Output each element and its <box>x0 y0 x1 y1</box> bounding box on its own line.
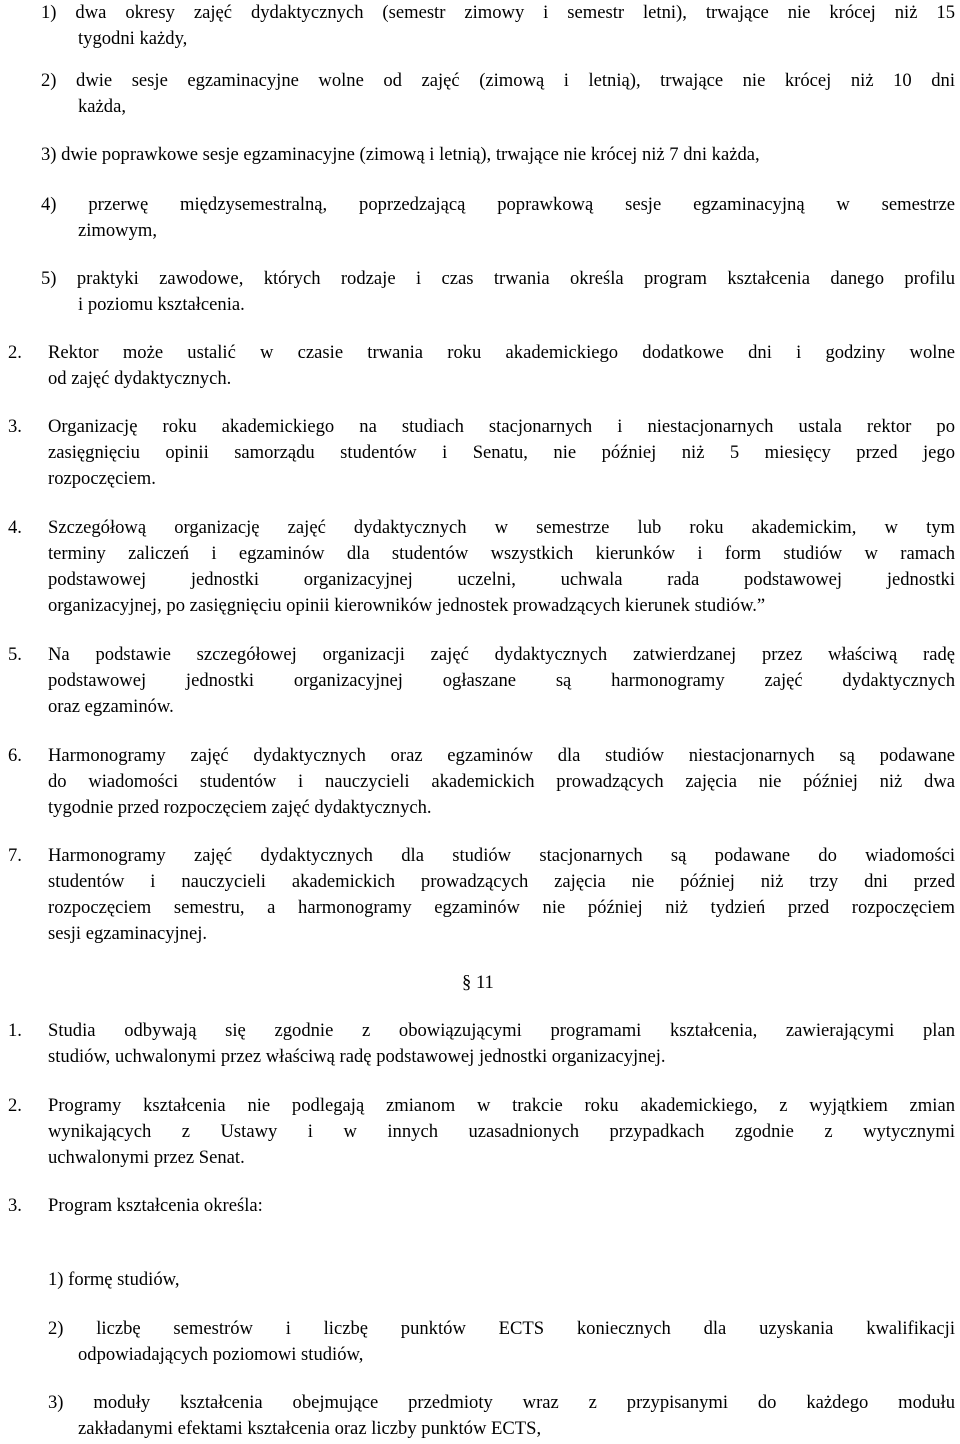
paragraph-line: do wiadomości studentów i nauczycieli akademickich prowadzących zajęcia nie później niż dwa <box>48 771 955 792</box>
paragraph-line: sesji egzaminacyjnej. <box>48 923 208 944</box>
paragraph-line: rozpoczęciem. <box>48 468 156 489</box>
paragraph-line: organizacyjnej, po zasięgnięciu opinii kierowników jednostek prowadzących kierunek studiów.” <box>48 595 766 616</box>
paragraph-number: 5. <box>8 644 22 665</box>
paragraph-line: Programy kształcenia nie podlegają zmianom w trakcie roku akademickiego, z wyjątkiem zmian <box>48 1095 955 1116</box>
paragraph-number: 6. <box>8 745 22 766</box>
list-item-line: odpowiadających poziomowi studiów, <box>78 1344 364 1365</box>
list-item-line: 2) liczbę semestrów i liczbę punktów ECTS koniecznych dla uzyskania kwalifikacji <box>48 1318 955 1339</box>
paragraph-line: Rektor może ustalić w czasie trwania roku akademickiego dodatkowe dni i godziny wolne <box>48 342 955 363</box>
paragraph-line: studentów i nauczycieli akademickich prowadzących zajęcia nie później niż trzy dni przed <box>48 871 955 892</box>
paragraph-line: Harmonogramy zajęć dydaktycznych oraz egzaminów dla studiów niestacjonarnych są podawane <box>48 745 955 766</box>
paragraph-line: wynikających z Ustawy i w innych uzasadnionych przypadkach zgodnie z wytycznymi <box>48 1121 955 1142</box>
paragraph-number: 2. <box>8 1095 22 1116</box>
section-heading: § 11 <box>462 972 494 993</box>
paragraph-line: zasięgnięciu opinii samorządu studentów i Senatu, nie później niż 5 miesięcy przed jego <box>48 442 955 463</box>
list-item-line: 3) dwie poprawkowe sesje egzaminacyjne (zimową i letnią), trwające nie krócej niż 7 dni każda, <box>41 144 760 165</box>
paragraph-line: Organizację roku akademickiego na studiach stacjonarnych i niestacjonarnych ustala rektor po <box>48 416 955 437</box>
list-item-line: każda, <box>78 96 127 117</box>
list-item-line: 3) moduły kształcenia obejmujące przedmioty wraz z przypisanymi do każdego modułu <box>48 1392 955 1413</box>
paragraph-line: terminy zaliczeń i egzaminów dla studentów wszystkich kierunków i form studiów w ramach <box>48 543 955 564</box>
paragraph-number: 1. <box>8 1020 22 1041</box>
paragraph-line: Szczegółową organizację zajęć dydaktycznych w semestrze lub roku akademickim, w tym <box>48 517 955 538</box>
paragraph-line: Studia odbywają się zgodnie z obowiązującymi programami kształcenia, zawierającymi plan <box>48 1020 955 1041</box>
paragraph-line: podstawowej jednostki organizacyjnej uczelni, uchwala rada podstawowej jednostki <box>48 569 955 590</box>
list-item-line: zakładanymi efektami kształcenia oraz liczby punktów ECTS, <box>78 1418 542 1439</box>
paragraph-number: 3. <box>8 1195 22 1216</box>
paragraph-line: Harmonogramy zajęć dydaktycznych dla studiów stacjonarnych są podawane do wiadomości <box>48 845 955 866</box>
paragraph-line: podstawowej jednostki organizacyjnej ogłaszane są harmonogramy zajęć dydaktycznych <box>48 670 955 691</box>
list-item-line: 1) dwa okresy zajęć dydaktycznych (semestr zimowy i semestr letni), trwające nie krócej niż 15 <box>41 2 955 23</box>
list-item-line: tygodni każdy, <box>78 28 188 49</box>
paragraph-number: 2. <box>8 342 22 363</box>
paragraph-line: uchwalonymi przez Senat. <box>48 1147 245 1168</box>
paragraph-line: oraz egzaminów. <box>48 696 174 717</box>
paragraph-line: Na podstawie szczegółowej organizacji zajęć dydaktycznych zatwierdzanej przez właściwą radę <box>48 644 955 665</box>
list-item-line: 4) przerwę międzysemestralną, poprzedzającą poprawkową sesje egzaminacyjną w semestrze <box>41 194 955 215</box>
paragraph-line: tygodnie przed rozpoczęciem zajęć dydaktycznych. <box>48 797 432 818</box>
paragraph-number: 3. <box>8 416 22 437</box>
paragraph-number: 4. <box>8 517 22 538</box>
paragraph-number: 7. <box>8 845 22 866</box>
list-item-line: 5) praktyki zawodowe, których rodzaje i czas trwania określa program kształcenia danego profilu <box>41 268 955 289</box>
list-item-line: 2) dwie sesje egzaminacyjne wolne od zajęć (zimową i letnią), trwające nie krócej niż 10 dni <box>41 70 955 91</box>
paragraph-line: rozpoczęciem semestru, a harmonogramy egzaminów nie później niż tydzień przed rozpoczęciem <box>48 897 955 918</box>
paragraph-line: Program kształcenia określa: <box>48 1195 263 1216</box>
list-item-line: i poziomu kształcenia. <box>78 294 245 315</box>
list-item-line: zimowym, <box>78 220 158 241</box>
paragraph-line: od zajęć dydaktycznych. <box>48 368 232 389</box>
paragraph-line: studiów, uchwalonymi przez właściwą radę podstawowej jednostki organizacyjnej. <box>48 1046 666 1067</box>
list-item-line: 1) formę studiów, <box>48 1269 180 1290</box>
